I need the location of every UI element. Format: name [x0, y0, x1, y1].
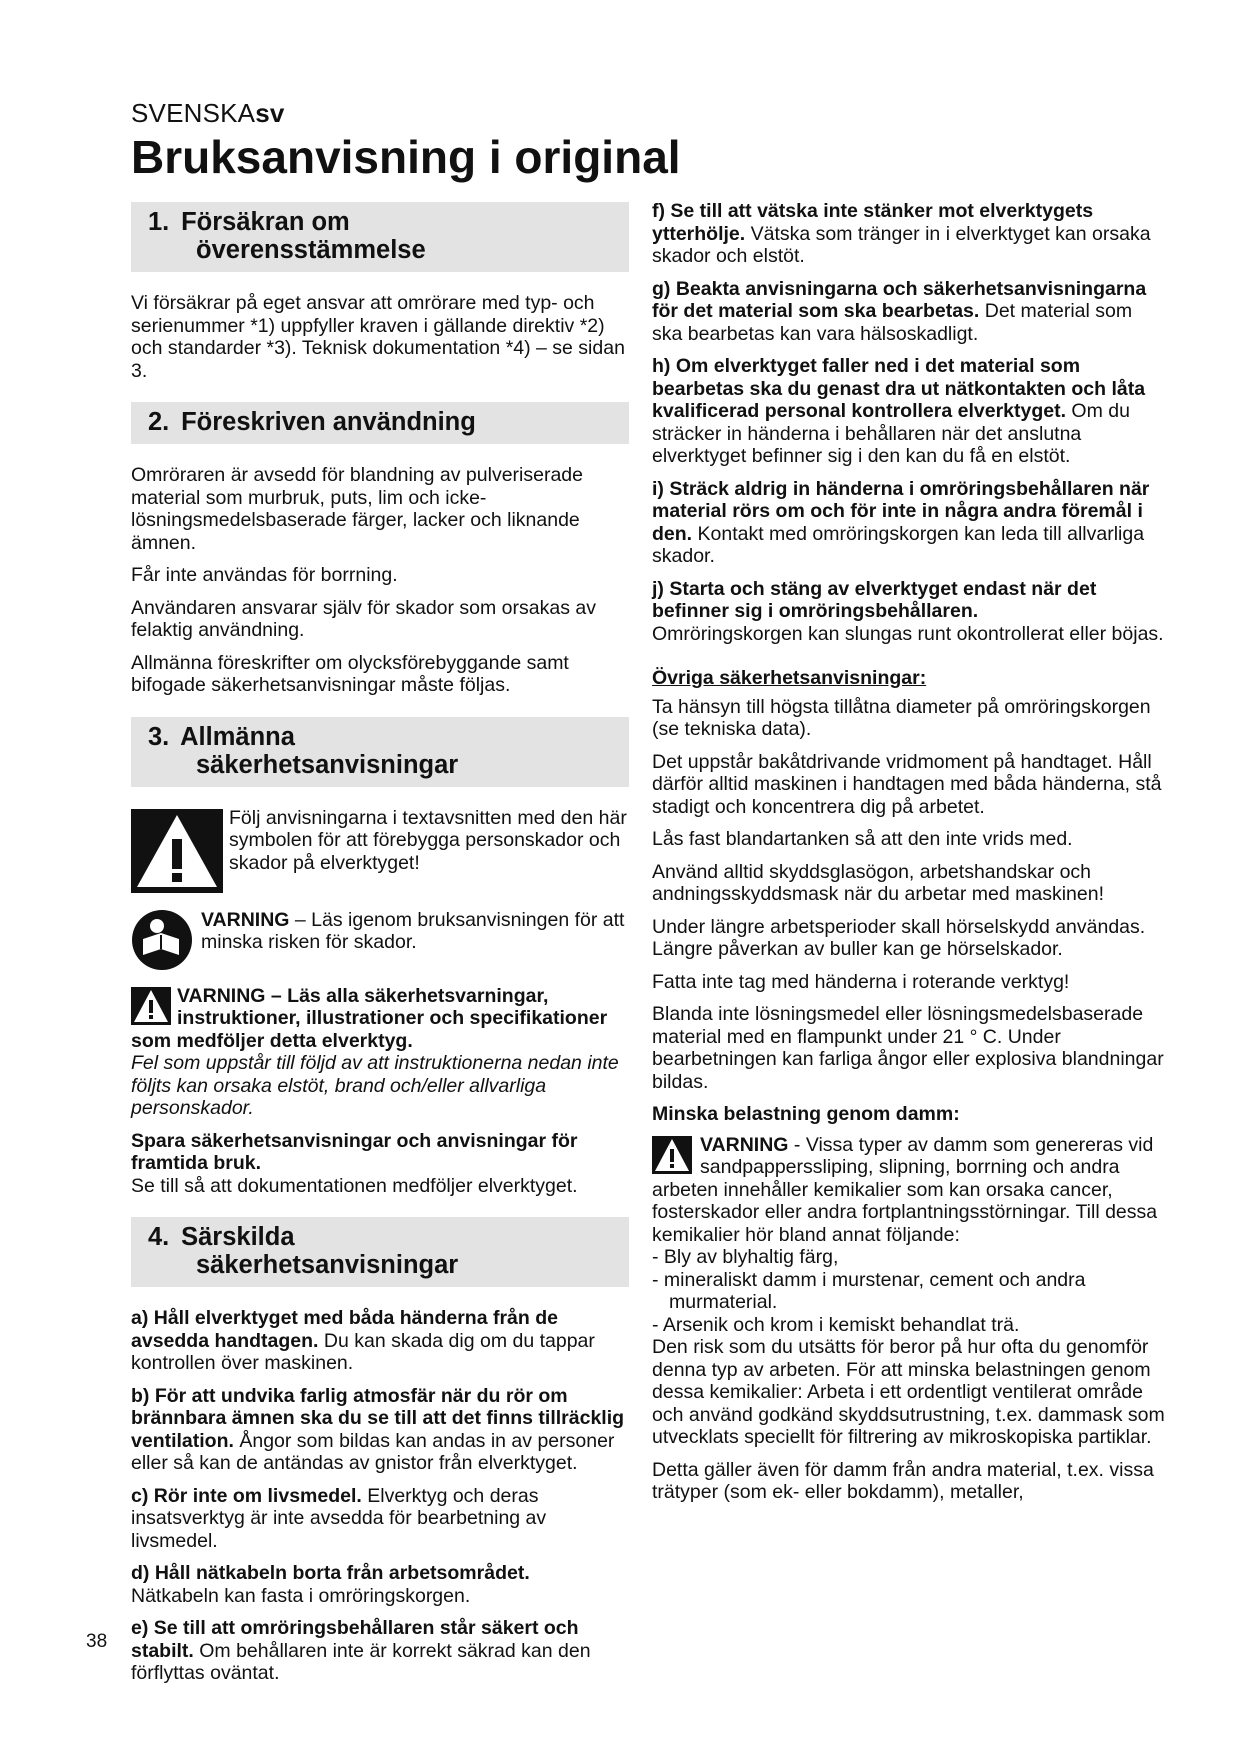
warning-symbol-row — [131, 807, 629, 893]
other-6: Fatta inte tag med händerna i roterande verktyg! — [652, 970, 1070, 993]
item-b: b) För att undvika farlig atmosfär när du rör om brännbara ämnen ska du se till att det finns tillräcklig ventilation. Ångor som bildas kan andas in av personer eller så kan de antändas av gnistor från elverktyget. — [131, 1384, 625, 1474]
item-f: f) Se till att vätska inte stänker mot elverktygets ytterhölje. Vätska som tränger in i elverktyget kan orsaka skador och elstöt. — [652, 200, 1151, 267]
save-instructions: Spara säkerhetsanvisningar och anvisningar för framtida bruk. Se till så att dokumentationen medföljer elverktyget. — [131, 1129, 578, 1197]
item-h: h) Om elverktyget faller ned i det material som bearbetas ska du genast dra ut nätkontakten och låta kvalificerad personal kontrollera elverktyget. Om du sträcker in händerna i behållaren när det anslutna elverktyget befinner sig i den kan du få en elstöt. — [652, 355, 1146, 467]
section-2-heading: 2. Föreskriven användning — [131, 402, 629, 444]
left-column — [131, 202, 629, 1695]
list-item: - mineraliskt damm i murstenar, cement och andra murmaterial. — [652, 1268, 1086, 1313]
section-2-p2: Får inte användas för borrning. — [131, 564, 398, 586]
other-5: Under längre arbetsperioder skall hörselskydd användas. Längre påverkan av buller kan ge hörselskador. — [652, 915, 1146, 960]
item-e: e) Se till att omröringsbehållaren står säkert och stabilt. Om behållaren inte är korrekt säkrad kan den förflyttas oväntat. — [131, 1617, 591, 1684]
section-4-heading: 4. Särskilda säkerhetsanvisningar — [131, 1217, 629, 1287]
dust-text-3: Detta gäller även för damm från andra material, t.ex. vissa trätyper (som ek- eller bokdamm), metaller, — [652, 1458, 1154, 1503]
section-1-text: Vi försäkrar på eget ansvar att omrörare med typ- och serienummer *1) uppfyller kraven i gällande direktiv *2) och standarder *3). Teknisk dokumentation *4) – se sidan 3. — [131, 292, 625, 382]
page-title: Bruksanvisning i original — [131, 131, 681, 183]
right-column — [652, 200, 1167, 1514]
other-7: Blanda inte lösningsmedel eller lösningsmedelsbaserade material med en flampunkt under 21 ° C. Under bearbetningen kan farliga ångor eller explosiva blandningar bildas. — [652, 1003, 1164, 1093]
other-safety-heading: Övriga säkerhetsanvisningar: — [652, 667, 927, 689]
symbol-explanation: Följ anvisningarna i textavsnitten med den här symbolen för att förebygga personskador och skador på elverktyget! — [229, 806, 627, 874]
list-item: - Bly av blyhaltig färg, — [652, 1246, 839, 1268]
section-1-heading: 1. Försäkran om överensstämmelse — [131, 202, 629, 272]
dust-heading: Minska belastning genom damm: — [652, 1103, 960, 1125]
other-3: Lås fast blandartanken så att den inte vrids med. — [652, 828, 1073, 850]
other-1: Ta hänsyn till högsta tillåtna diameter på omröringskorgen (se tekniska data). — [652, 695, 1151, 740]
dust-text-2: Den risk som du utsätts för beror på hur ofta du genomför denna typ av arbeten. För att minska belastningen genom dessa kemikalier: Arbeta i ett ordentligt ventilerat område och använd godkänd skyddsutrustning, t.ex. dammask som utvecklats speciellt för filtrering av mikroskopiska partiklar. — [652, 1336, 1165, 1448]
item-c: c) Rör inte om livsmedel. Elverktyg och deras insatsverktyg är inte avsedda för bearbetning av livsmedel. — [131, 1484, 547, 1552]
section-3-heading: 3. Allmänna säkerhetsanvisningar — [131, 717, 629, 787]
item-a: a) Håll elverktyget med båda händerna från de avsedda handtagen. Du kan skada dig om du tappar kontrollen över maskinen. — [131, 1307, 595, 1374]
page-number: 38 — [86, 1631, 108, 1652]
language-label: SVENSKAsv — [131, 98, 285, 128]
warning-triangle-dust-icon — [652, 1136, 692, 1174]
dust-warning: VARNING - Vissa typer av damm som genereras vid sandpapperssliping, slipning, borrning och andra arbeten innehåller kemikalier som kan orsaka cancer, fosterskador eller andra fortplantningsstörningar. Till dessa kemikalier hör bland annat följande: — [652, 1133, 1158, 1246]
list-item: - Arsenik och krom i kemiskt behandlat trä. — [652, 1313, 1020, 1336]
warning-triangle-small-icon — [131, 987, 171, 1025]
general-warning: VARNING – Läs alla säkerhetsvarningar, instruktioner, illustrationer och specifikationer som medföljer detta elverktyg. — [131, 984, 608, 1052]
section-2-p1: Omröraren är avsedd för blandning av pulveriserade material som murbruk, puts, lim och icke-lösningsmedelsbaserade färger, lacker och liknande ämnen. — [131, 464, 583, 554]
read-manual-row — [131, 907, 629, 971]
section-2-p4: Allmänna föreskrifter om olycksförebyggande samt bifogade säkerhetsanvisningar måste följas. — [131, 651, 569, 696]
item-d: d) Håll nätkabeln borta från arbetsområdet. Nätkabeln kan fasta i omröringskorgen. — [131, 1562, 530, 1607]
item-g: g) Beakta anvisningarna och säkerhetsanvisningarna för det material som ska bearbetas. Det material som ska bearbetas kan vara hälsoskadligt. — [652, 277, 1147, 345]
item-j: j) Starta och stäng av elverktyget endast när det befinner sig i omröringsbehållaren. Omröringskorgen kan slungas runt okontrollerat eller böjas. — [652, 577, 1164, 645]
item-i: i) Sträck aldrig in händerna i omröringsbehållaren när material rörs om och för inte in några andra föremål i den. Kontakt med omröringskorgen kan leda till allvarliga skador. — [652, 477, 1150, 567]
warning-triangle-icon — [131, 809, 223, 893]
section-2-p3: Användaren ansvarar själv för skador som orsakas av felaktig användning. — [131, 596, 596, 641]
read-manual-icon — [131, 909, 193, 971]
other-4: Använd alltid skyddsglasögon, arbetshandskar och andningsskyddsmask när du arbetar med maskinen! — [652, 860, 1104, 905]
general-warning-italic: Fel som uppstår till följd av att instruktionerna nedan inte följts kan orsaka elstöt, brand och/eller allvarliga personskador. — [131, 1052, 619, 1119]
chemicals-list — [652, 1246, 1167, 1336]
read-manual-text: VARNING – Läs igenom bruksanvisningen för att minska risken för skador. — [201, 908, 625, 953]
other-2: Det uppstår bakåtdrivande vridmoment på handtaget. Håll därför alltid maskinen i handtagen med båda händerna, stå stadigt och koncentrera dig på arbetet. — [652, 750, 1162, 818]
